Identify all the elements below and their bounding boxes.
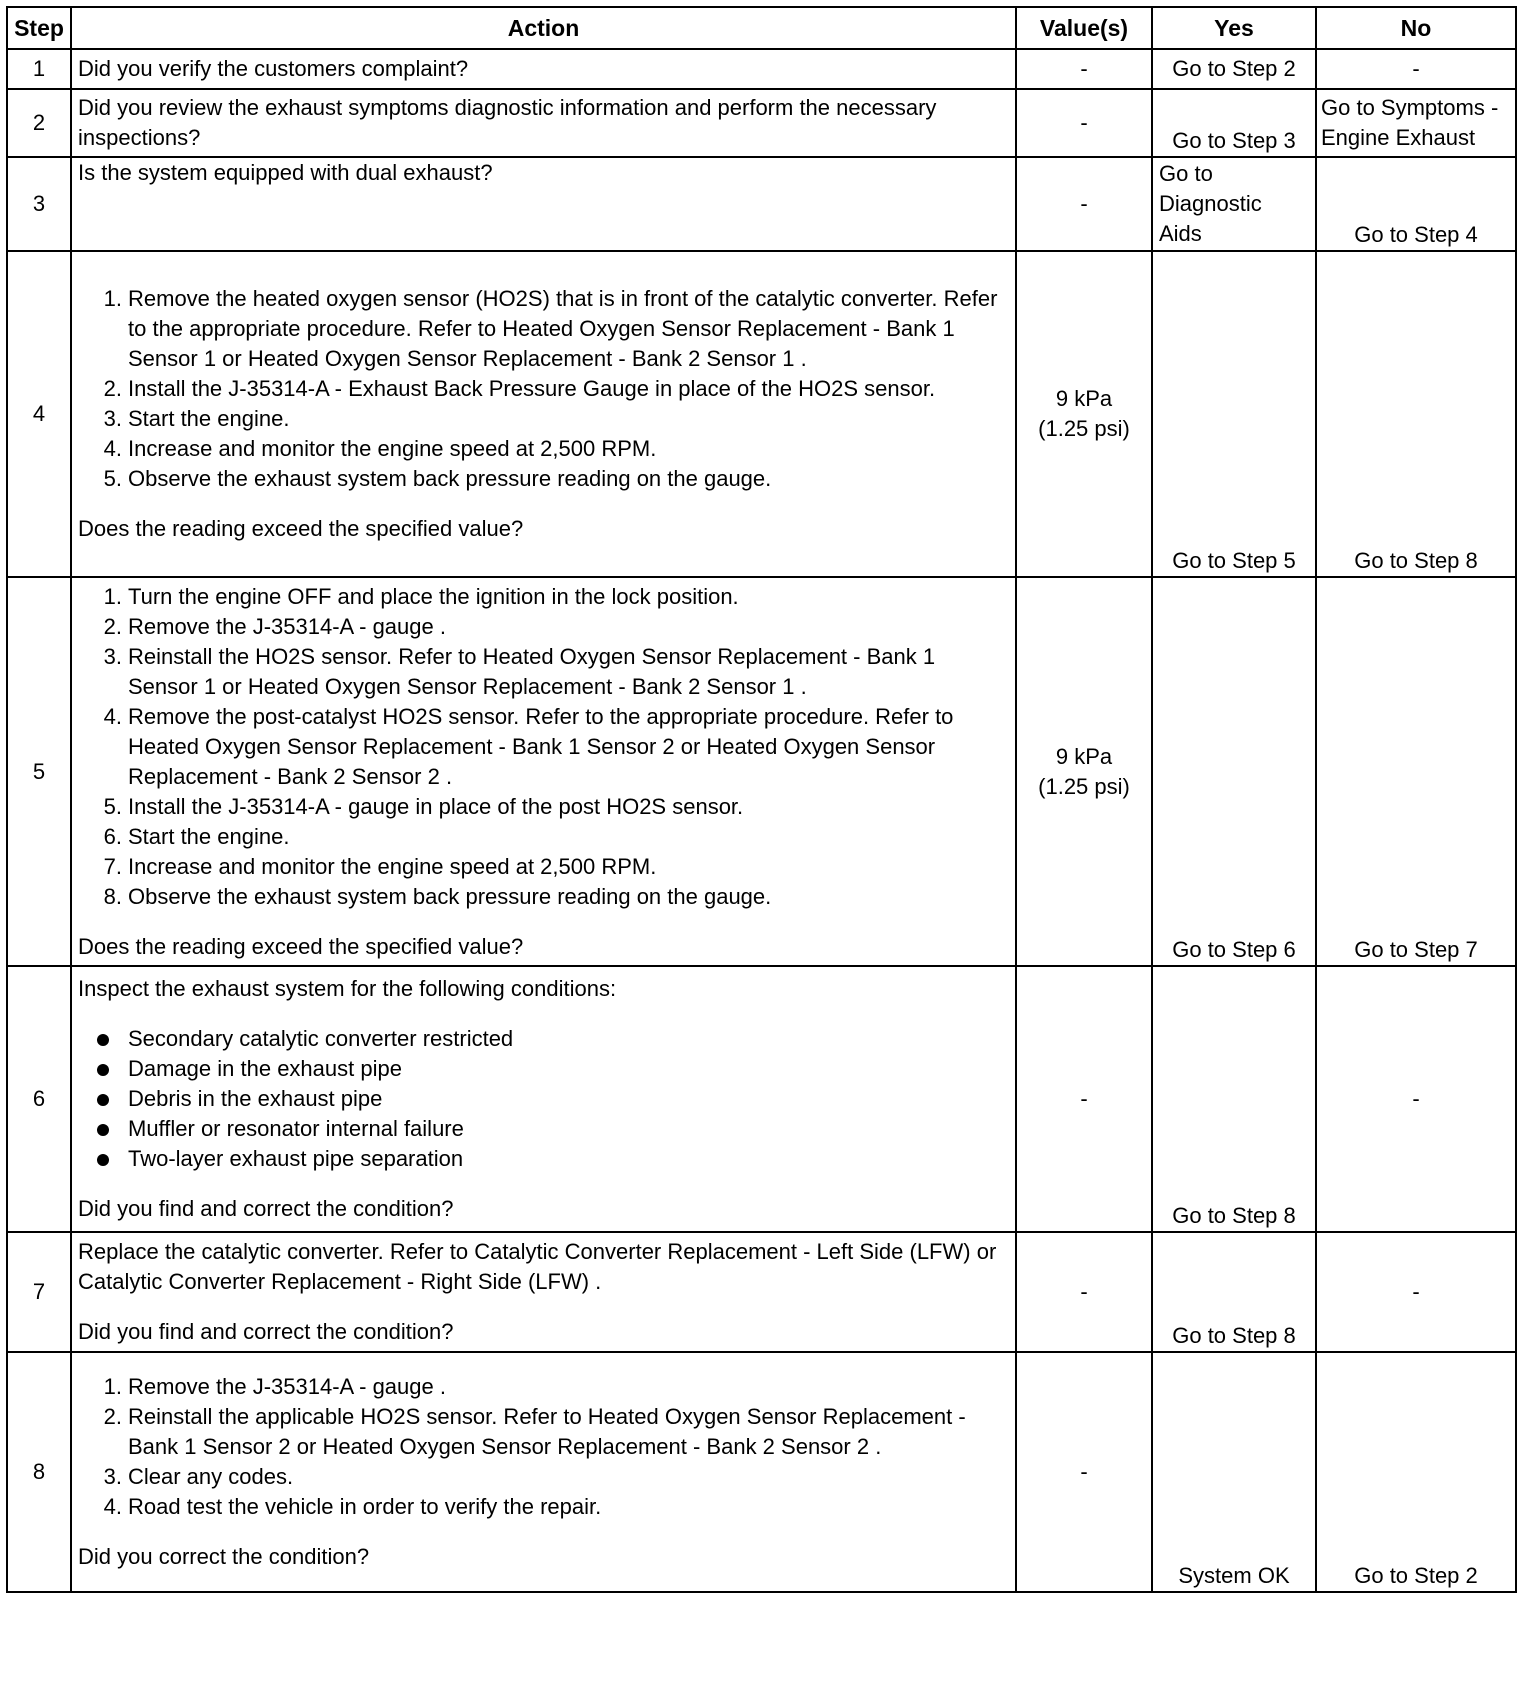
no-link[interactable]: Go to Step 2 [1316, 1352, 1516, 1592]
item-text: Start the engine. [128, 823, 290, 849]
yes-link[interactable]: System OK [1152, 1352, 1316, 1592]
list-item [103, 582, 1009, 612]
action-text: Did you verify the customers complaint? [71, 49, 1016, 89]
table-row [7, 966, 1516, 1232]
table-row [7, 89, 1516, 157]
step-number: 6 [7, 966, 71, 1232]
lead-text: Replace the catalytic converter. Refer to Catalytic Converter Replacement - Left Side (LFW) or Catalytic Converter Replacement - Right Side (LFW) . [78, 1239, 997, 1294]
yes-link[interactable]: Go to Step 5 [1152, 251, 1316, 577]
step-number: 4 [7, 251, 71, 577]
bullet-icon [97, 1034, 109, 1046]
item-number: 4. [103, 1494, 122, 1519]
no-cell: - [1316, 966, 1516, 1232]
bullet-icon [97, 1124, 109, 1136]
item-number: 1. [103, 286, 122, 311]
value-cell: - [1016, 1232, 1152, 1352]
value-cell: - [1016, 89, 1152, 157]
item-text: Observe the exhaust system back pressure reading on the gauge. [128, 466, 772, 491]
question-text: Does the reading exceed the specified value? [78, 933, 524, 959]
list-item [103, 642, 1009, 702]
value-kpa: 9 kPa [1055, 743, 1113, 769]
item-number: 7. [103, 853, 122, 879]
item-text: Muffler or resonator internal failure [128, 1116, 464, 1141]
table-row [7, 157, 1516, 251]
action-cell [71, 1352, 1016, 1592]
action-cell [71, 577, 1016, 966]
step-number: 7 [7, 1232, 71, 1352]
header-no: No [1316, 7, 1516, 49]
bullet-icon [97, 1094, 109, 1106]
list-item [103, 1462, 1009, 1492]
yes-link[interactable]: Go to Step 6 [1152, 577, 1316, 966]
yes-link[interactable]: Go to Diagnostic Aids [1152, 157, 1316, 251]
list-item [103, 882, 1009, 912]
action-text: Is the system equipped with dual exhaust? [71, 157, 1016, 251]
table-row [7, 577, 1516, 966]
table-row [7, 49, 1516, 89]
list-item [103, 702, 1009, 792]
list-item [128, 1024, 1009, 1054]
item-number: 1. [103, 1374, 122, 1399]
step-number: 2 [7, 89, 71, 157]
item-text: Damage in the exhaust pipe [128, 1056, 402, 1081]
value-cell [1016, 251, 1152, 577]
list-item [103, 1492, 1009, 1522]
item-text: Install the J-35314-A - Exhaust Back Pressure Gauge in place of the HO2S sensor. [128, 376, 936, 401]
item-number: 4. [103, 703, 122, 729]
list-item [103, 434, 1009, 464]
list-item [128, 1084, 1009, 1114]
item-number: 5. [103, 793, 122, 819]
item-text: Turn the engine OFF and place the ignition in the lock position. [128, 583, 739, 609]
item-text: Increase and monitor the engine speed at 2,500 RPM. [128, 436, 657, 461]
item-text: Two-layer exhaust pipe separation [128, 1146, 464, 1171]
procedure-list [78, 1372, 1009, 1522]
table-header-row [7, 7, 1516, 49]
item-number: 2. [103, 1404, 122, 1429]
action-cell [71, 251, 1016, 577]
item-text: Remove the heated oxygen sensor (HO2S) that is in front of the catalytic converter. Refer to the appropriate procedure. Refer to Heated Oxygen Sensor Replacement - Bank 1 Sensor 1 or Heated Oxygen Sensor Replacement - Bank 2 Sensor 1 . [128, 286, 998, 371]
step-number: 8 [7, 1352, 71, 1592]
item-number: 4. [103, 436, 122, 461]
procedure-list [78, 582, 1009, 912]
no-cell: - [1316, 1232, 1516, 1352]
question-text: Did you find and correct the condition? [78, 1196, 454, 1221]
value-cell: - [1016, 157, 1152, 251]
item-text: Secondary catalytic converter restricted [128, 1026, 514, 1051]
header-step: Step [7, 7, 71, 49]
header-action: Action [71, 7, 1016, 49]
value-kpa: 9 kPa [1055, 386, 1113, 411]
no-link[interactable]: Go to Step 4 [1316, 157, 1516, 251]
header-yes: Yes [1152, 7, 1316, 49]
list-item [103, 284, 1009, 374]
list-item [103, 612, 1009, 642]
item-text: Reinstall the HO2S sensor. Refer to Heated Oxygen Sensor Replacement - Bank 1 Sensor 1 or Heated Oxygen Sensor Replacement - Bank 2 Sensor 1 . [128, 643, 936, 699]
list-item [103, 822, 1009, 852]
item-number: 5. [103, 466, 122, 491]
item-number: 3. [103, 1464, 122, 1489]
yes-link[interactable]: Go to Step 8 [1152, 966, 1316, 1232]
item-number: 8. [103, 883, 122, 909]
item-text: Start the engine. [128, 406, 290, 431]
question-text: Does the reading exceed the specified value? [78, 516, 524, 541]
lead-text: Inspect the exhaust system for the following conditions: [78, 976, 617, 1001]
item-text: Install the J-35314-A - gauge in place of the post HO2S sensor. [128, 793, 744, 819]
condition-list [78, 1024, 1009, 1174]
value-cell [1016, 577, 1152, 966]
step-number: 5 [7, 577, 71, 966]
list-item [128, 1114, 1009, 1144]
list-item [128, 1144, 1009, 1174]
yes-link[interactable]: Go to Step 3 [1152, 89, 1316, 157]
question-text: Did you find and correct the condition? [78, 1319, 454, 1344]
no-cell: - [1316, 49, 1516, 89]
item-number: 1. [103, 583, 122, 609]
yes-link[interactable]: Go to Step 8 [1152, 1232, 1316, 1352]
list-item [103, 374, 1009, 404]
header-values: Value(s) [1016, 7, 1152, 49]
value-psi: (1.25 psi) [1038, 416, 1130, 441]
bullet-icon [97, 1064, 109, 1076]
value-cell: - [1016, 966, 1152, 1232]
item-number: 2. [103, 376, 122, 401]
value-cell: - [1016, 1352, 1152, 1592]
item-number: 6. [103, 823, 122, 849]
step-number: 3 [7, 157, 71, 251]
list-item [103, 792, 1009, 822]
item-text: Remove the J-35314-A - gauge . [128, 613, 446, 639]
list-item [128, 1054, 1009, 1084]
list-item [103, 1402, 1009, 1462]
procedure-list [78, 284, 1009, 494]
diagnostic-table [6, 6, 1517, 1593]
table-row [7, 1232, 1516, 1352]
item-text: Debris in the exhaust pipe [128, 1086, 383, 1111]
bullet-icon [97, 1154, 109, 1166]
item-text: Clear any codes. [128, 1464, 294, 1489]
list-item [103, 404, 1009, 434]
item-text: Observe the exhaust system back pressure reading on the gauge. [128, 883, 772, 909]
action-cell [71, 966, 1016, 1232]
list-item [103, 464, 1009, 494]
action-text: Did you review the exhaust symptoms diagnostic information and perform the necessary inspections? [71, 89, 1016, 157]
item-text: Road test the vehicle in order to verify the repair. [128, 1494, 602, 1519]
item-text: Remove the J-35314-A - gauge . [128, 1374, 446, 1399]
no-link[interactable]: Go to Step 7 [1316, 577, 1516, 966]
item-text: Increase and monitor the engine speed at 2,500 RPM. [128, 853, 657, 879]
item-number: 2. [103, 613, 122, 639]
item-number: 3. [103, 406, 122, 431]
no-link[interactable]: Go to Symptoms - Engine Exhaust [1316, 89, 1516, 157]
step-number: 1 [7, 49, 71, 89]
item-number: 3. [103, 643, 122, 669]
list-item [103, 852, 1009, 882]
item-text: Reinstall the applicable HO2S sensor. Refer to Heated Oxygen Sensor Replacement - Bank 1 Sensor 2 or Heated Oxygen Sensor Replacement - Bank 2 Sensor 2 . [128, 1404, 966, 1459]
no-link[interactable]: Go to Step 8 [1316, 251, 1516, 577]
list-item [103, 1372, 1009, 1402]
action-cell [71, 1232, 1016, 1352]
yes-link[interactable]: Go to Step 2 [1152, 49, 1316, 89]
item-text: Remove the post-catalyst HO2S sensor. Refer to the appropriate procedure. Refer to Heated Oxygen Sensor Replacement - Bank 1 Sensor 2 or Heated Oxygen Sensor Replacement - Bank 2 Sensor 2 . [128, 703, 954, 789]
table-row [7, 251, 1516, 577]
value-cell: - [1016, 49, 1152, 89]
table-row [7, 1352, 1516, 1592]
question-text: Did you correct the condition? [78, 1544, 370, 1569]
value-psi: (1.25 psi) [1038, 773, 1130, 799]
